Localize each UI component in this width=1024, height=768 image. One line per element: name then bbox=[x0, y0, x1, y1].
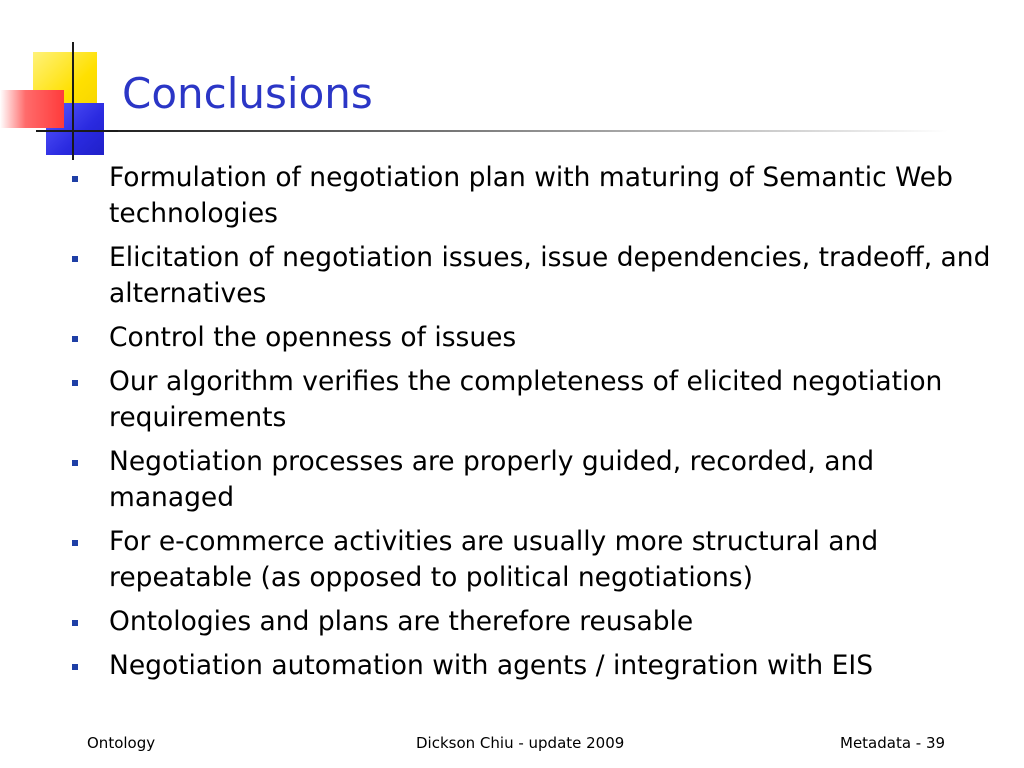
square-bullet-icon bbox=[72, 460, 78, 466]
square-bullet-icon bbox=[72, 336, 78, 342]
footer-topic: Ontology bbox=[87, 734, 156, 752]
bullet-text: Our algorithm verifies the completeness of elicited negotiation requirements bbox=[109, 366, 943, 433]
square-bullet-icon bbox=[72, 620, 78, 626]
decorative-horizontal-line bbox=[36, 130, 118, 132]
bullet-text: For e-commerce activities are usually more structural and repeatable (as opposed to political negotiations) bbox=[109, 526, 879, 593]
bullet-item bbox=[70, 160, 1005, 232]
slide-title: Conclusions bbox=[122, 69, 373, 118]
decorative-red-bar bbox=[0, 90, 64, 128]
bullet-item bbox=[70, 524, 1005, 596]
square-bullet-icon bbox=[72, 380, 78, 386]
bullet-text: Formulation of negotiation plan with maturing of Semantic Web technologies bbox=[109, 162, 953, 229]
bullet-list bbox=[70, 160, 1005, 692]
bullet-item bbox=[70, 604, 1005, 640]
bullet-item bbox=[70, 320, 1005, 356]
square-bullet-icon bbox=[72, 256, 78, 262]
bullet-text: Control the openness of issues bbox=[109, 322, 517, 353]
footer-page-number: Metadata - 39 bbox=[840, 734, 946, 752]
bullet-item bbox=[70, 364, 1005, 436]
bullet-text: Ontologies and plans are therefore reusable bbox=[109, 606, 694, 637]
bullet-item bbox=[70, 240, 1005, 312]
title-underline bbox=[118, 130, 948, 132]
square-bullet-icon bbox=[72, 540, 78, 546]
bullet-item bbox=[70, 648, 1005, 684]
square-bullet-icon bbox=[72, 176, 78, 182]
bullet-text: Negotiation automation with agents / integration with EIS bbox=[109, 650, 874, 681]
bullet-item bbox=[70, 444, 1005, 516]
bullet-text: Elicitation of negotiation issues, issue dependencies, tradeoff, and alternatives bbox=[109, 242, 991, 309]
decorative-vertical-line bbox=[72, 42, 74, 160]
footer-author: Dickson Chiu - update 2009 bbox=[416, 734, 625, 752]
square-bullet-icon bbox=[72, 664, 78, 670]
slide-footer bbox=[0, 730, 1024, 758]
bullet-text: Negotiation processes are properly guided, recorded, and managed bbox=[109, 446, 875, 513]
